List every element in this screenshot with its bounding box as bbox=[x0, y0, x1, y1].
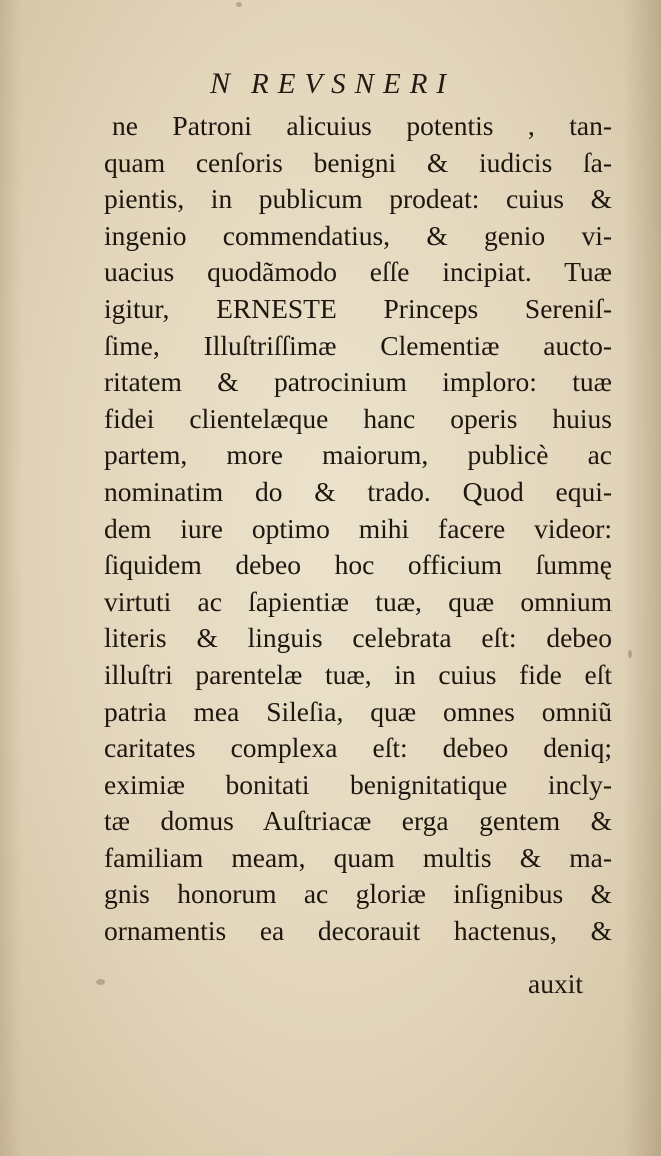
catchword: auxit bbox=[528, 968, 583, 999]
text-line: familiam meam, quam multis & ma- bbox=[104, 841, 612, 873]
text-line: virtuti ac ſapientiæ tuæ, quæ omnium bbox=[104, 585, 612, 617]
text-line: patria mea Sileſia, quæ omnes omniũ bbox=[104, 695, 612, 727]
text-line: partem, more maiorum, publicè ac bbox=[104, 439, 612, 471]
text-line: dem iure optimo mihi facere videor: bbox=[104, 512, 612, 544]
paper-stain bbox=[96, 979, 105, 985]
page-edge-shadow bbox=[623, 0, 661, 1156]
text-line: igitur, ERNESTE Princeps Sereniſ- bbox=[104, 292, 612, 324]
body-text bbox=[104, 108, 612, 950]
text-line: pientis, in publicum prodeat: cuius & bbox=[104, 183, 612, 215]
text-line: ne Patroni alicuius potentis , tan- bbox=[112, 110, 612, 141]
text-line: ſime, Illuſtriſſimæ Clementiæ aucto- bbox=[104, 329, 612, 361]
text-line: caritates complexa eſt: debeo deniq; bbox=[104, 732, 612, 764]
running-head: REVSNERI bbox=[251, 67, 456, 100]
text-line: ritatem & patrocinium imploro: tuæ bbox=[104, 366, 612, 398]
text-line: ſiquidem debeo hoc officium ſummę bbox=[104, 549, 612, 581]
page-gutter-shadow bbox=[0, 0, 22, 1156]
page-header bbox=[210, 64, 540, 104]
text-line: gnis honorum ac gloriæ inſignibus & bbox=[104, 878, 612, 910]
text-line: tæ domus Auſtriacæ erga gentem & bbox=[104, 805, 612, 837]
text-line: nominatim do & trado. Quod equi- bbox=[104, 475, 612, 507]
text-line: literis & linguis celebrata eſt: debeo bbox=[104, 622, 612, 654]
text-line: fidei clientelæque hanc operis huius bbox=[104, 402, 612, 434]
text-line: illuſtri parentelæ tuæ, in cuius fide eſt bbox=[104, 658, 612, 690]
text-line: eximiæ bonitati benignitatique incly- bbox=[104, 768, 612, 800]
paper-stain bbox=[236, 2, 242, 7]
signature-mark: N bbox=[210, 67, 232, 100]
text-line: ingenio commendatius, & genio vi- bbox=[104, 219, 612, 251]
text-line: quam cenſoris benigni & iudicis ſa- bbox=[104, 146, 612, 178]
paper-stain bbox=[628, 650, 632, 658]
text-line: ornamentis ea decorauit hactenus, & bbox=[104, 915, 612, 947]
text-line: uacius quodãmodo eſſe incipiat. Tuæ bbox=[104, 256, 612, 288]
